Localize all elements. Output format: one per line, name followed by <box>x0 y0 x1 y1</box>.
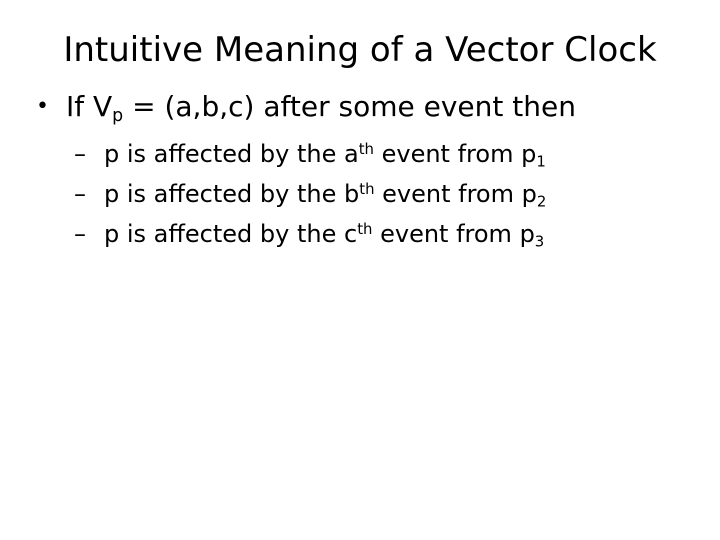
main-bullet <box>36 88 576 126</box>
sub-bullet-variable: b <box>344 180 360 208</box>
sub-bullet-text-start: p is affected by the <box>104 140 344 168</box>
sub-bullet-text-middle: event from p <box>372 220 535 248</box>
sub-bullet-list <box>74 134 546 254</box>
sub-bullet-subscript: 1 <box>536 152 546 171</box>
sub-bullet-text-middle: event from p <box>373 140 537 168</box>
bullet-text-end: = (a,b,c) after some event then <box>123 90 576 123</box>
sub-bullet-text-middle: event from p <box>374 180 537 208</box>
sub-bullet-subscript: 3 <box>534 232 545 251</box>
bullet-marker: • <box>36 94 49 119</box>
sub-bullet-superscript: th <box>358 139 374 158</box>
sub-bullet-text-start: p is affected by the <box>104 180 344 208</box>
sub-bullet-3 <box>74 214 546 254</box>
sub-bullet-superscript: th <box>359 179 375 198</box>
bullet-text-start: If V <box>66 90 113 123</box>
sub-bullet-subscript: 2 <box>536 192 547 211</box>
dash-marker: – <box>74 180 86 208</box>
sub-bullet-variable: a <box>344 140 359 168</box>
sub-bullet-text-start: p is affected by the <box>104 220 344 248</box>
sub-bullet-superscript: th <box>357 219 373 238</box>
sub-bullet-1 <box>74 134 546 174</box>
dash-marker: – <box>74 140 86 168</box>
dash-marker: – <box>74 220 86 248</box>
slide-title: Intuitive Meaning of a Vector Clock <box>63 30 657 70</box>
bullet-subscript: p <box>112 106 124 127</box>
sub-bullet-2 <box>74 174 546 214</box>
sub-bullet-variable: c <box>344 220 358 248</box>
